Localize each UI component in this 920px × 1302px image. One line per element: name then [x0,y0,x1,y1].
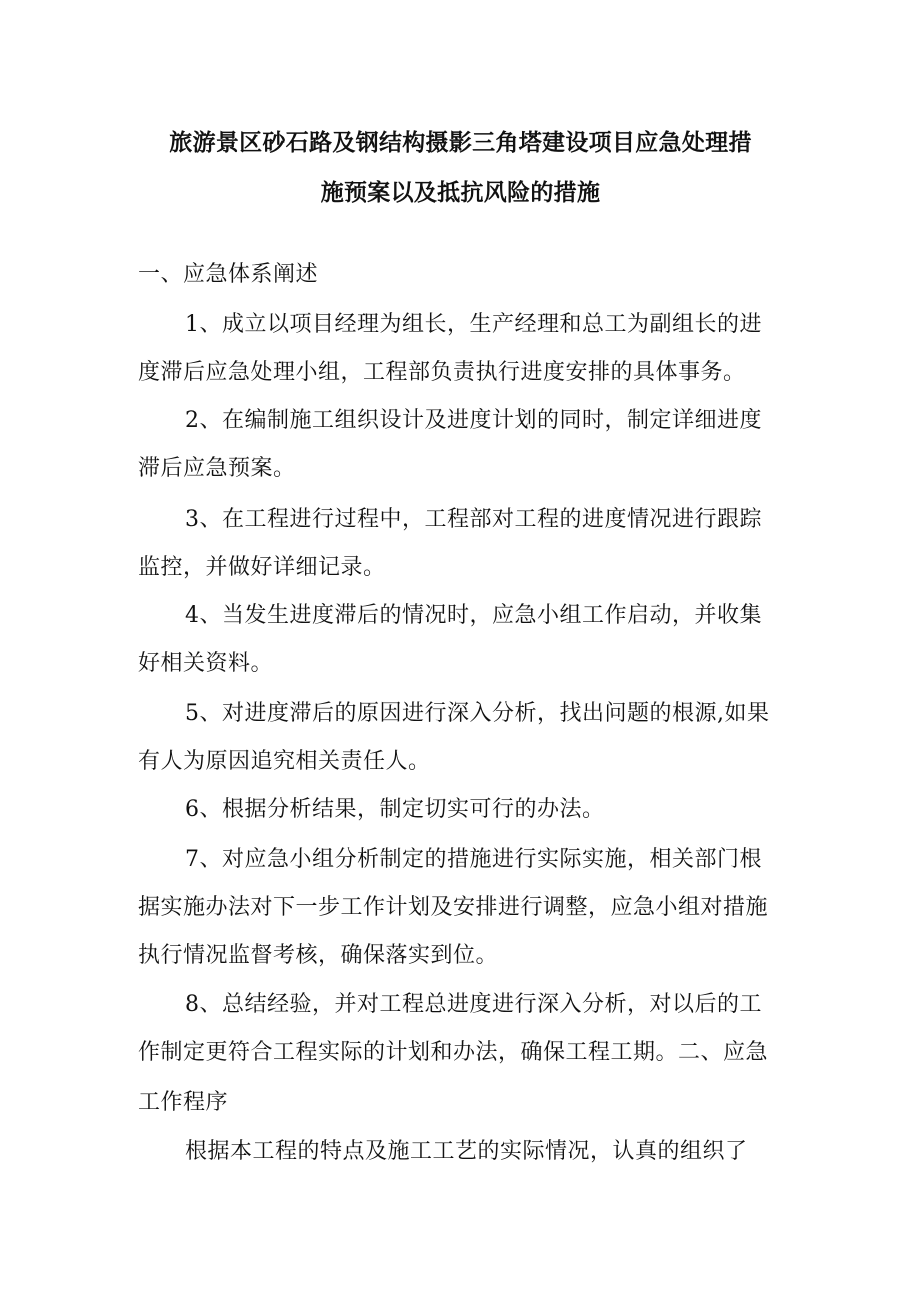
paragraph-line: 3、在工程进行过程中，工程部对工程的进度情况进行跟踪 [185,507,762,532]
paragraph-line: 据实施办法对下一步工作计划及安排进行调整，应急小组对措施 [138,895,769,920]
paragraph-line: 4、当发生进度滞后的情况时，应急小组工作启动，并收集 [185,603,762,628]
paragraph-line: 8、总结经验，并对工程总进度进行深入分析，对以后的工 [185,992,762,1017]
paragraph-line: 滞后应急预案。 [138,456,296,481]
paragraph-line: 1、成立以项目经理为组长，生产经理和总工为副组长的进 [185,312,762,337]
document-title-line-2: 施预案以及抵抗风险的措施 [320,179,601,206]
paragraph-line: 执行情况监督考核，确保落实到位。 [138,943,499,968]
paragraph-line: 2、在编制施工组织设计及进度计划的同时，制定详细进度 [185,408,762,433]
paragraph-line: 7、对应急小组分析制定的措施进行实际实施，相关部门根 [185,847,762,872]
paragraph-line: 有人为原因追究相关责任人。 [138,749,431,774]
paragraph-line: 监控，并做好详细记录。 [138,555,386,580]
document-title-line-1: 旅游景区砂石路及钢结构摄影三角塔建设项目应急处理措 [169,129,752,156]
paragraph-line: 作制定更符合工程实际的计划和办法，确保工程工期。二、应急 [138,1040,769,1065]
paragraph-line: 6、根据分析结果，制定切实可行的办法。 [185,797,605,822]
paragraph-line: 好相关资料。 [138,651,274,676]
section-heading: 一、应急体系阐述 [138,262,319,287]
paragraph-line: 5、对进度滞后的原因进行深入分析，找出问题的根源,如果 [185,701,770,726]
paragraph-line: 工作程序 [138,1090,229,1115]
paragraph-line: 根据本工程的特点及施工工艺的实际情况，认真的组织了 [185,1139,748,1164]
paragraph-line: 度滞后应急处理小组，工程部负责执行进度安排的具体事务。 [138,360,746,385]
